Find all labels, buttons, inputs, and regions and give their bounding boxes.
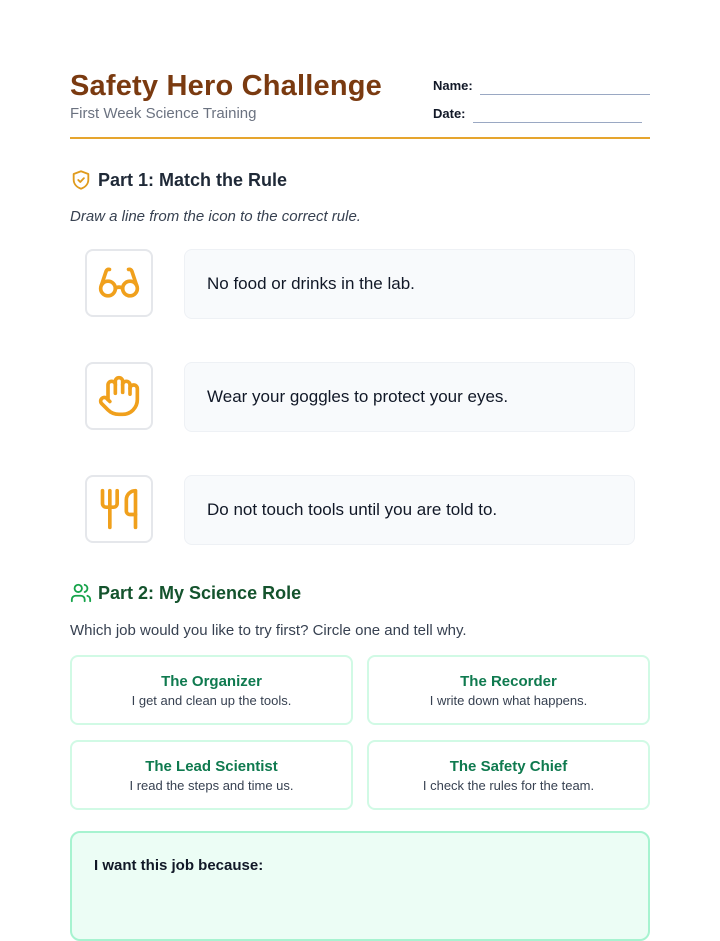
- role-card-organizer[interactable]: [70, 655, 353, 725]
- role-name: The Recorder: [460, 672, 557, 690]
- role-description: I read the steps and time us.: [129, 777, 294, 793]
- role-card-lead-scientist[interactable]: [70, 740, 353, 810]
- rule-card-3[interactable]: Do not touch tools until you are told to.: [184, 475, 635, 545]
- worksheet-page: [70, 0, 650, 932]
- date-label: Date:: [433, 106, 466, 121]
- role-name: The Organizer: [161, 672, 262, 690]
- name-label: Name:: [433, 78, 473, 93]
- part1-instruction: Draw a line from the icon to the correct rule.: [70, 208, 361, 225]
- role-name: The Lead Scientist: [145, 757, 278, 775]
- match-icon-hand[interactable]: [85, 362, 153, 430]
- part2-instruction: Which job would you like to try first? Circle one and tell why.: [70, 622, 467, 639]
- match-icon-utensils[interactable]: [85, 475, 153, 543]
- rule-card-2[interactable]: Wear your goggles to protect your eyes.: [184, 362, 635, 432]
- utensils-icon: [97, 487, 141, 531]
- hand-icon: [97, 374, 141, 418]
- role-description: I get and clean up the tools.: [131, 692, 292, 708]
- header-divider: [70, 137, 650, 139]
- answer-box[interactable]: [70, 831, 650, 941]
- users-icon: [70, 582, 92, 604]
- part2-title: Part 2: My Science Role: [98, 582, 302, 603]
- part1-heading: [70, 167, 287, 193]
- role-card-safety-chief[interactable]: [367, 740, 650, 810]
- answer-label: I want this job because:: [94, 857, 264, 874]
- role-description: I check the rules for the team.: [422, 777, 595, 793]
- role-name: The Safety Chief: [449, 757, 568, 775]
- rule-card-1[interactable]: No food or drinks in the lab.: [184, 249, 635, 319]
- role-description: I write down what happens.: [429, 692, 588, 708]
- page-subtitle: First Week Science Training: [70, 105, 257, 122]
- goggles-icon: [97, 261, 141, 305]
- name-field[interactable]: [480, 94, 650, 95]
- date-field[interactable]: [473, 122, 642, 123]
- part1-title: Part 1: Match the Rule: [98, 169, 288, 190]
- role-card-recorder[interactable]: [367, 655, 650, 725]
- shield-icon: [70, 169, 92, 191]
- match-icon-goggles[interactable]: [85, 249, 153, 317]
- part2-heading: [70, 580, 301, 606]
- page-title: Safety Hero Challenge: [70, 70, 383, 102]
